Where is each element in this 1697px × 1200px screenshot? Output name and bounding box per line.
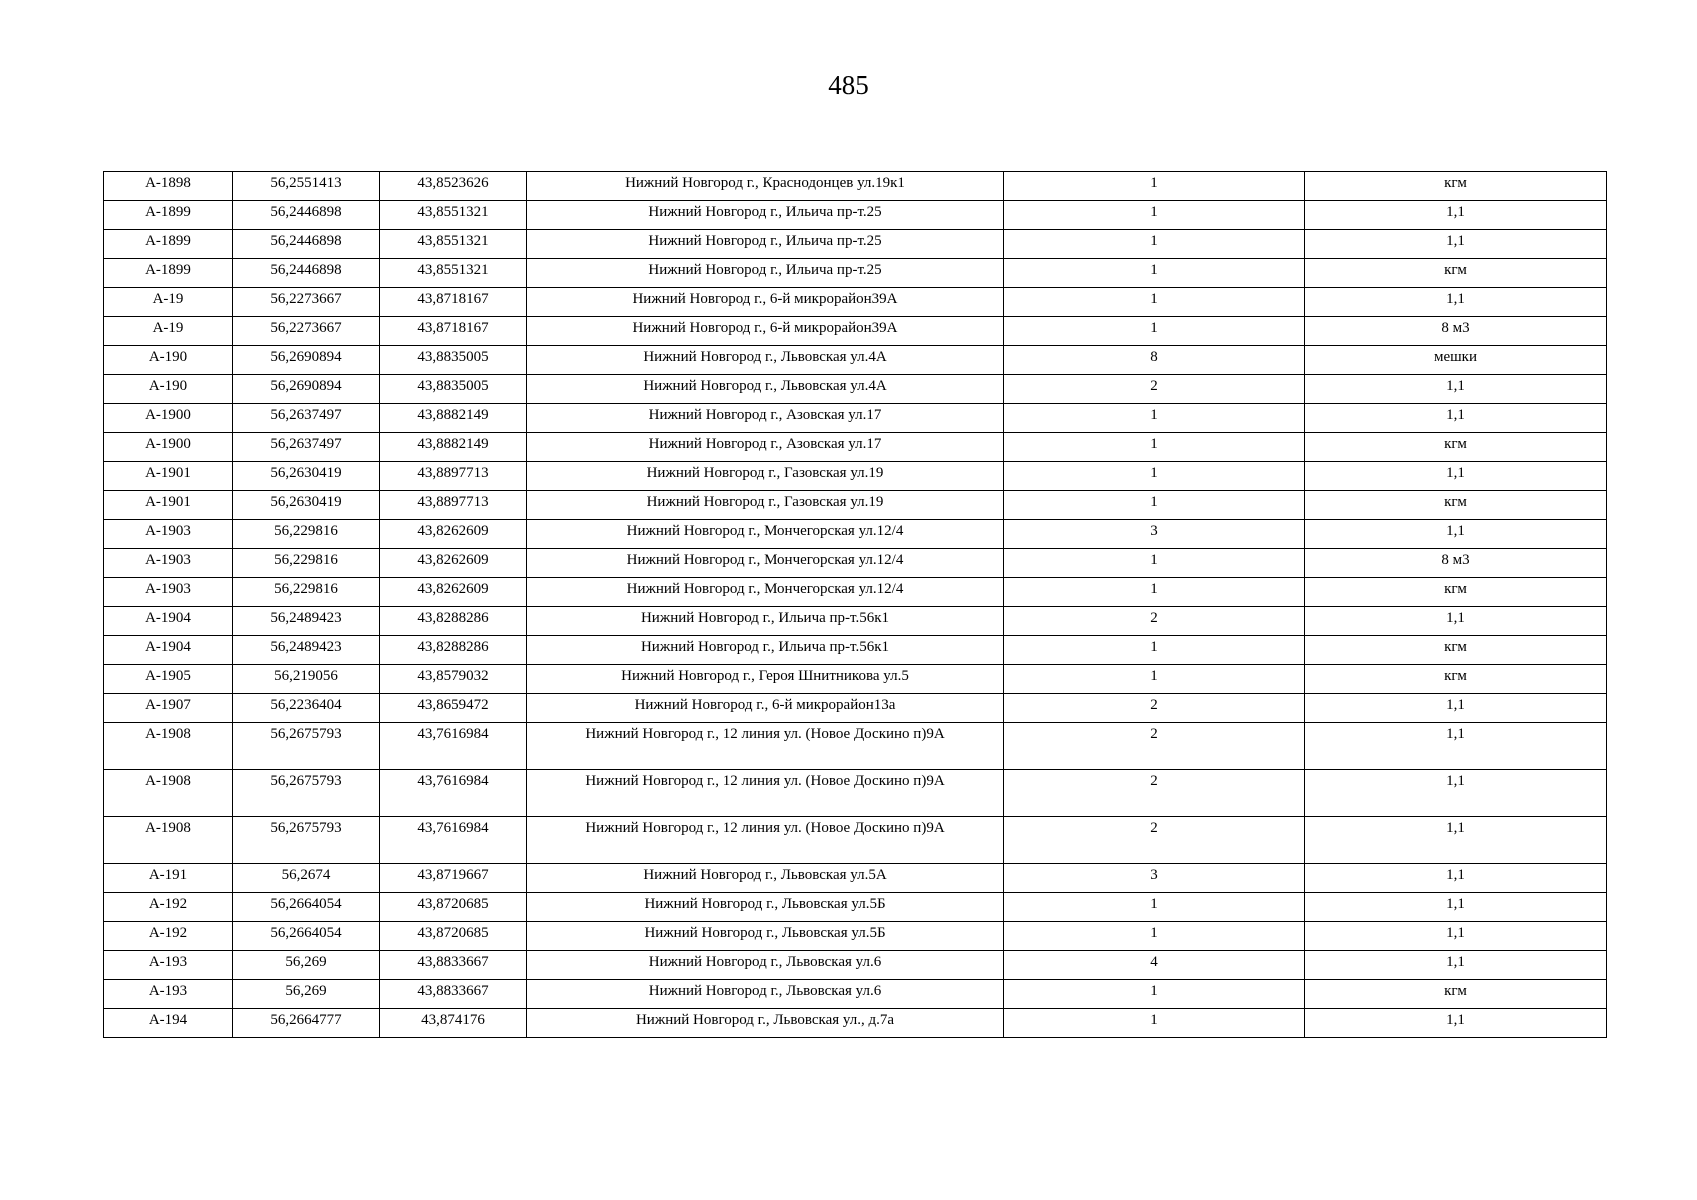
table-row: [104, 578, 1607, 607]
address-cell: Нижний Новгород г., 6-й микрорайон13а: [527, 694, 1004, 723]
address-cell: Нижний Новгород г., Мончегорская ул.12/4: [527, 549, 1004, 578]
table-row: [104, 520, 1607, 549]
address-cell: Нижний Новгород г., Газовская ул.19: [527, 462, 1004, 491]
quantity-cell: 1: [1004, 288, 1305, 317]
latitude-cell: 56,2236404: [233, 694, 380, 723]
container-type-cell: 1,1: [1305, 404, 1607, 433]
quantity-cell: 2: [1004, 770, 1305, 817]
container-type-cell: 1,1: [1305, 951, 1607, 980]
longitude-cell: 43,8551321: [380, 259, 527, 288]
longitude-cell: 43,8882149: [380, 433, 527, 462]
latitude-cell: 56,269: [233, 951, 380, 980]
container-code-cell: А-193: [104, 951, 233, 980]
latitude-cell: 56,2446898: [233, 259, 380, 288]
latitude-cell: 56,2675793: [233, 817, 380, 864]
longitude-cell: 43,8262609: [380, 578, 527, 607]
container-type-cell: кгм: [1305, 491, 1607, 520]
address-cell: Нижний Новгород г., Азовская ул.17: [527, 404, 1004, 433]
longitude-cell: 43,8835005: [380, 375, 527, 404]
address-cell: Нижний Новгород г., Ильича пр-т.25: [527, 230, 1004, 259]
container-code-cell: А-192: [104, 893, 233, 922]
container-type-cell: кгм: [1305, 433, 1607, 462]
quantity-cell: 8: [1004, 346, 1305, 375]
quantity-cell: 1: [1004, 665, 1305, 694]
latitude-cell: 56,2273667: [233, 288, 380, 317]
latitude-cell: 56,2446898: [233, 201, 380, 230]
container-code-cell: А-1899: [104, 259, 233, 288]
container-code-cell: А-1904: [104, 636, 233, 665]
container-code-cell: А-1904: [104, 607, 233, 636]
container-type-cell: 1,1: [1305, 288, 1607, 317]
longitude-cell: 43,8897713: [380, 462, 527, 491]
container-type-cell: кгм: [1305, 980, 1607, 1009]
latitude-cell: 56,2630419: [233, 491, 380, 520]
latitude-cell: 56,2675793: [233, 723, 380, 770]
longitude-cell: 43,8288286: [380, 607, 527, 636]
table-row: [104, 922, 1607, 951]
table-row: [104, 346, 1607, 375]
container-type-cell: 1,1: [1305, 864, 1607, 893]
latitude-cell: 56,2273667: [233, 317, 380, 346]
latitude-cell: 56,2489423: [233, 636, 380, 665]
address-cell: Нижний Новгород г., Ильича пр-т.56к1: [527, 636, 1004, 665]
table-row: [104, 893, 1607, 922]
longitude-cell: 43,8833667: [380, 980, 527, 1009]
table-row: [104, 817, 1607, 864]
quantity-cell: 2: [1004, 694, 1305, 723]
container-code-cell: А-1901: [104, 491, 233, 520]
table-row: [104, 980, 1607, 1009]
address-cell: Нижний Новгород г., Газовская ул.19: [527, 491, 1004, 520]
quantity-cell: 1: [1004, 893, 1305, 922]
container-code-cell: А-1899: [104, 201, 233, 230]
container-type-cell: 1,1: [1305, 375, 1607, 404]
quantity-cell: 1: [1004, 491, 1305, 520]
table-row: [104, 201, 1607, 230]
latitude-cell: 56,2674: [233, 864, 380, 893]
latitude-cell: 56,229816: [233, 520, 380, 549]
container-code-cell: А-1900: [104, 404, 233, 433]
address-cell: Нижний Новгород г., Львовская ул.6: [527, 980, 1004, 1009]
quantity-cell: 1: [1004, 1009, 1305, 1038]
latitude-cell: 56,219056: [233, 665, 380, 694]
quantity-cell: 3: [1004, 864, 1305, 893]
latitude-cell: 56,229816: [233, 549, 380, 578]
quantity-cell: 1: [1004, 636, 1305, 665]
longitude-cell: 43,8718167: [380, 288, 527, 317]
table-row: [104, 317, 1607, 346]
quantity-cell: 1: [1004, 433, 1305, 462]
table-row: [104, 665, 1607, 694]
quantity-cell: 1: [1004, 462, 1305, 491]
table-row: [104, 230, 1607, 259]
container-type-cell: кгм: [1305, 636, 1607, 665]
data-table: [103, 171, 1607, 1038]
table-row: [104, 607, 1607, 636]
latitude-cell: 56,2630419: [233, 462, 380, 491]
latitude-cell: 56,2446898: [233, 230, 380, 259]
latitude-cell: 56,229816: [233, 578, 380, 607]
table-row: [104, 770, 1607, 817]
quantity-cell: 1: [1004, 230, 1305, 259]
container-type-cell: 1,1: [1305, 893, 1607, 922]
latitude-cell: 56,2551413: [233, 172, 380, 201]
table-row: [104, 636, 1607, 665]
longitude-cell: 43,874176: [380, 1009, 527, 1038]
container-type-cell: 1,1: [1305, 694, 1607, 723]
table-row: [104, 549, 1607, 578]
table-row: [104, 433, 1607, 462]
table-row: [104, 462, 1607, 491]
container-type-cell: 1,1: [1305, 462, 1607, 491]
container-type-cell: мешки: [1305, 346, 1607, 375]
longitude-cell: 43,8262609: [380, 549, 527, 578]
longitude-cell: 43,8551321: [380, 230, 527, 259]
table-row: [104, 864, 1607, 893]
container-code-cell: А-1908: [104, 817, 233, 864]
quantity-cell: 3: [1004, 520, 1305, 549]
container-code-cell: А-190: [104, 375, 233, 404]
longitude-cell: 43,8579032: [380, 665, 527, 694]
longitude-cell: 43,7616984: [380, 723, 527, 770]
address-cell: Нижний Новгород г., Львовская ул.5А: [527, 864, 1004, 893]
container-code-cell: А-1903: [104, 520, 233, 549]
latitude-cell: 56,269: [233, 980, 380, 1009]
container-code-cell: А-19: [104, 317, 233, 346]
container-type-cell: 1,1: [1305, 230, 1607, 259]
longitude-cell: 43,8718167: [380, 317, 527, 346]
address-cell: Нижний Новгород г., 6-й микрорайон39А: [527, 288, 1004, 317]
container-type-cell: 1,1: [1305, 922, 1607, 951]
longitude-cell: 43,7616984: [380, 817, 527, 864]
container-code-cell: А-1908: [104, 770, 233, 817]
address-cell: Нижний Новгород г., Львовская ул.4А: [527, 375, 1004, 404]
table-row: [104, 375, 1607, 404]
table-row: [104, 404, 1607, 433]
container-code-cell: А-193: [104, 980, 233, 1009]
longitude-cell: 43,8551321: [380, 201, 527, 230]
address-cell: Нижний Новгород г., Львовская ул.4А: [527, 346, 1004, 375]
quantity-cell: 1: [1004, 201, 1305, 230]
container-type-cell: 8 м3: [1305, 549, 1607, 578]
container-code-cell: А-1903: [104, 578, 233, 607]
container-type-cell: 1,1: [1305, 723, 1607, 770]
quantity-cell: 1: [1004, 259, 1305, 288]
container-code-cell: А-192: [104, 922, 233, 951]
address-cell: Нижний Новгород г., Азовская ул.17: [527, 433, 1004, 462]
longitude-cell: 43,8720685: [380, 922, 527, 951]
table-row: [104, 723, 1607, 770]
latitude-cell: 56,2664777: [233, 1009, 380, 1038]
latitude-cell: 56,2690894: [233, 346, 380, 375]
table-body: [104, 172, 1607, 1038]
latitude-cell: 56,2664054: [233, 922, 380, 951]
quantity-cell: 1: [1004, 578, 1305, 607]
longitude-cell: 43,8833667: [380, 951, 527, 980]
container-type-cell: 1,1: [1305, 770, 1607, 817]
longitude-cell: 43,8262609: [380, 520, 527, 549]
address-cell: Нижний Новгород г., Мончегорская ул.12/4: [527, 578, 1004, 607]
container-type-cell: 1,1: [1305, 817, 1607, 864]
longitude-cell: 43,8659472: [380, 694, 527, 723]
table-row: [104, 491, 1607, 520]
longitude-cell: 43,8523626: [380, 172, 527, 201]
address-cell: Нижний Новгород г., Ильича пр-т.25: [527, 259, 1004, 288]
container-code-cell: А-1899: [104, 230, 233, 259]
table-row: [104, 1009, 1607, 1038]
container-code-cell: А-19: [104, 288, 233, 317]
latitude-cell: 56,2664054: [233, 893, 380, 922]
address-cell: Нижний Новгород г., 12 линия ул. (Новое Доскино п)9А: [527, 770, 1004, 817]
quantity-cell: 2: [1004, 817, 1305, 864]
longitude-cell: 43,8835005: [380, 346, 527, 375]
address-cell: Нижний Новгород г., Мончегорская ул.12/4: [527, 520, 1004, 549]
address-cell: Нижний Новгород г., Львовская ул.6: [527, 951, 1004, 980]
latitude-cell: 56,2637497: [233, 404, 380, 433]
longitude-cell: 43,8882149: [380, 404, 527, 433]
address-cell: Нижний Новгород г., 12 линия ул. (Новое Доскино п)9А: [527, 817, 1004, 864]
container-code-cell: А-1908: [104, 723, 233, 770]
latitude-cell: 56,2690894: [233, 375, 380, 404]
longitude-cell: 43,8897713: [380, 491, 527, 520]
quantity-cell: 1: [1004, 980, 1305, 1009]
quantity-cell: 2: [1004, 607, 1305, 636]
container-type-cell: кгм: [1305, 259, 1607, 288]
container-type-cell: кгм: [1305, 172, 1607, 201]
latitude-cell: 56,2675793: [233, 770, 380, 817]
quantity-cell: 1: [1004, 172, 1305, 201]
container-code-cell: А-1903: [104, 549, 233, 578]
container-code-cell: А-1901: [104, 462, 233, 491]
address-cell: Нижний Новгород г., 12 линия ул. (Новое Доскино п)9А: [527, 723, 1004, 770]
quantity-cell: 1: [1004, 549, 1305, 578]
longitude-cell: 43,8720685: [380, 893, 527, 922]
address-cell: Нижний Новгород г., Львовская ул.5Б: [527, 893, 1004, 922]
quantity-cell: 4: [1004, 951, 1305, 980]
longitude-cell: 43,8288286: [380, 636, 527, 665]
page-number: 485: [828, 70, 869, 100]
quantity-cell: 1: [1004, 922, 1305, 951]
table-row: [104, 172, 1607, 201]
container-code-cell: А-1905: [104, 665, 233, 694]
longitude-cell: 43,8719667: [380, 864, 527, 893]
address-cell: Нижний Новгород г., 6-й микрорайон39А: [527, 317, 1004, 346]
address-cell: Нижний Новгород г., Ильича пр-т.25: [527, 201, 1004, 230]
container-type-cell: 8 м3: [1305, 317, 1607, 346]
container-code-cell: А-1898: [104, 172, 233, 201]
latitude-cell: 56,2637497: [233, 433, 380, 462]
container-type-cell: кгм: [1305, 578, 1607, 607]
container-code-cell: А-1900: [104, 433, 233, 462]
address-cell: Нижний Новгород г., Краснодонцев ул.19к1: [527, 172, 1004, 201]
container-type-cell: 1,1: [1305, 201, 1607, 230]
container-type-cell: кгм: [1305, 665, 1607, 694]
container-code-cell: А-191: [104, 864, 233, 893]
container-code-cell: А-1907: [104, 694, 233, 723]
container-type-cell: 1,1: [1305, 520, 1607, 549]
table-row: [104, 951, 1607, 980]
container-type-cell: 1,1: [1305, 607, 1607, 636]
address-cell: Нижний Новгород г., Ильича пр-т.56к1: [527, 607, 1004, 636]
table-row: [104, 259, 1607, 288]
quantity-cell: 2: [1004, 375, 1305, 404]
quantity-cell: 1: [1004, 404, 1305, 433]
container-code-cell: А-190: [104, 346, 233, 375]
table-row: [104, 694, 1607, 723]
container-type-cell: 1,1: [1305, 1009, 1607, 1038]
quantity-cell: 1: [1004, 317, 1305, 346]
address-cell: Нижний Новгород г., Львовская ул., д.7а: [527, 1009, 1004, 1038]
quantity-cell: 2: [1004, 723, 1305, 770]
address-cell: Нижний Новгород г., Львовская ул.5Б: [527, 922, 1004, 951]
address-cell: Нижний Новгород г., Героя Шнитникова ул.5: [527, 665, 1004, 694]
table-row: [104, 288, 1607, 317]
latitude-cell: 56,2489423: [233, 607, 380, 636]
container-code-cell: А-194: [104, 1009, 233, 1038]
longitude-cell: 43,7616984: [380, 770, 527, 817]
